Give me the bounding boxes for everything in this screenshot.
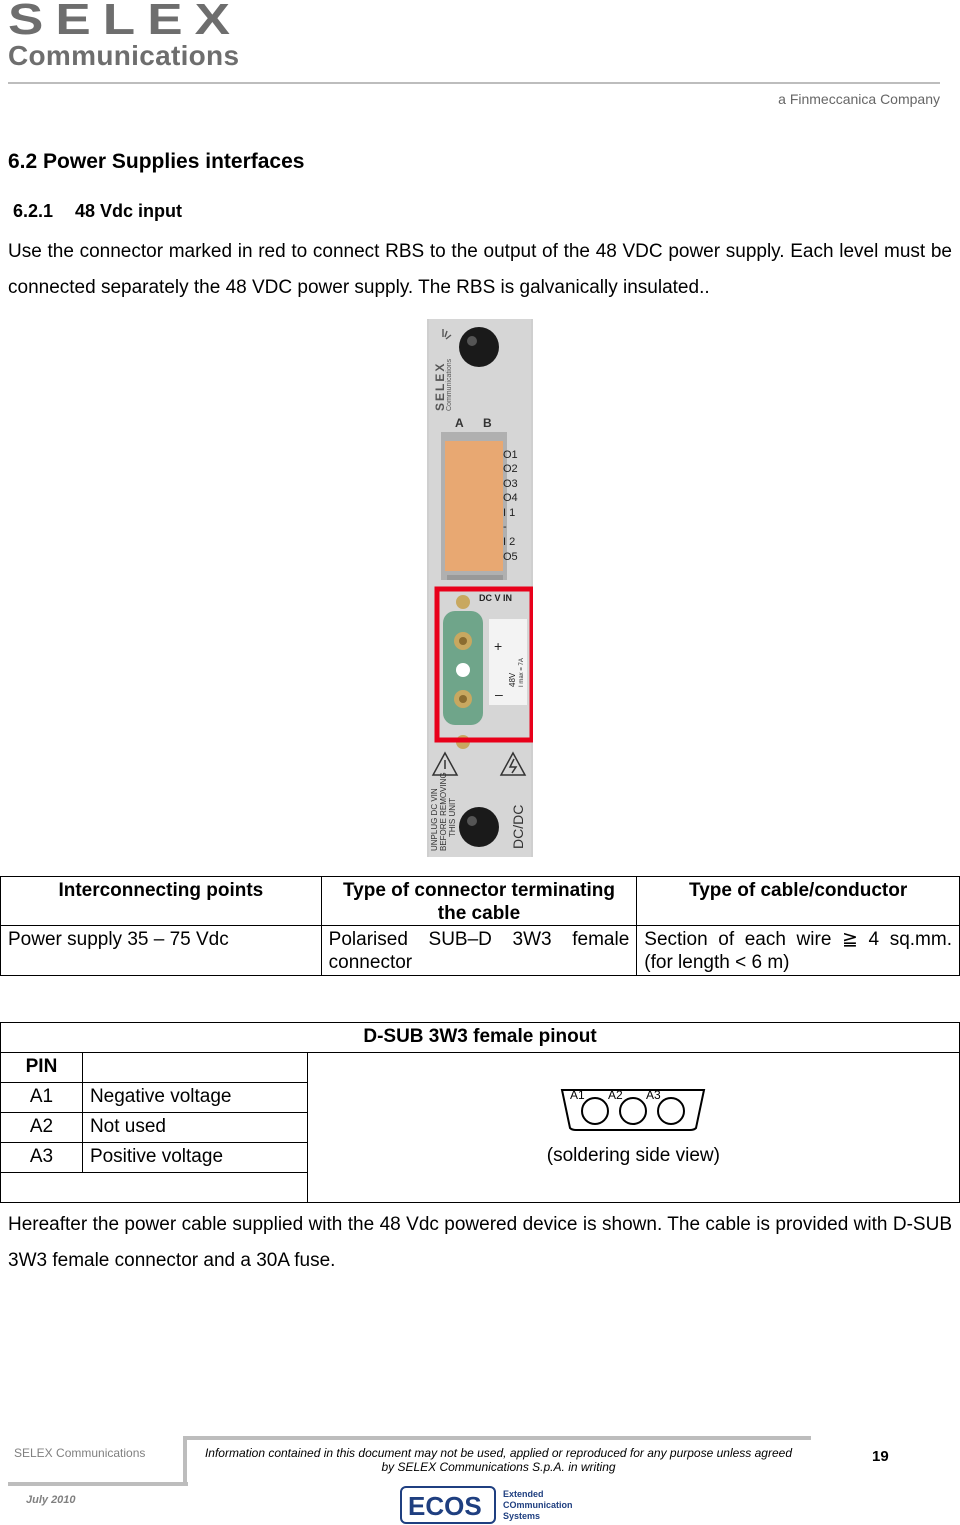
ecos-line-3: Systems xyxy=(503,1511,541,1521)
selex-logo xyxy=(8,0,248,40)
table-header-row xyxy=(1,877,960,926)
svg-text:SELEX: SELEX xyxy=(8,0,242,40)
ecos-line-1: Extended xyxy=(503,1489,544,1499)
bottom-screw-icon xyxy=(459,807,499,847)
cell-cable-type: Section of each wire ≧ 4 sq.mm. (for length < 6 m) xyxy=(637,926,960,976)
pinout-table xyxy=(0,1022,960,1203)
screw-icon xyxy=(456,595,470,609)
cell-connector-type: Polarised SUB–D 3W3 female connector xyxy=(321,926,637,976)
intro-paragraph: Use the connector marked in red to connect RBS to the output of the 48 VDC power supply. Each level must be connected separately the 48 VDC power supply. The RBS is galvanically insulated.. xyxy=(8,241,952,298)
top-screw-icon xyxy=(459,327,499,367)
desc-header-empty xyxy=(82,1053,307,1083)
dc-panel-image xyxy=(427,319,533,857)
header-interconnecting-points: Interconnecting points xyxy=(1,877,322,926)
ecos-line-2: COmmunication xyxy=(503,1500,573,1510)
dsub-pinout-icon xyxy=(558,1086,708,1134)
footer-company: SELEX Communications xyxy=(14,1446,146,1460)
panel-brand: SELEX xyxy=(433,361,447,411)
pin-id: A1 xyxy=(1,1083,83,1113)
selex-logo-subtitle: Communications xyxy=(8,40,240,71)
port-b-label: B xyxy=(483,416,492,430)
pin-desc: Positive voltage xyxy=(82,1143,307,1173)
empty-row xyxy=(1,1173,308,1203)
ecos-logo xyxy=(400,1486,590,1525)
port-a-label: A xyxy=(455,416,464,430)
voltage-rating: 48V xyxy=(508,672,517,687)
plus-label: + xyxy=(494,638,503,654)
pinout-diagram-cell xyxy=(307,1053,959,1203)
pin-label: O4 xyxy=(503,492,518,504)
pin-desc: Negative voltage xyxy=(82,1083,307,1113)
dcdc-label: DC/DC xyxy=(510,804,526,849)
diagram-label-a3: A3 xyxy=(646,1087,662,1102)
warning-line-1: UNPLUG DC VIN xyxy=(430,788,439,851)
pin-label: I 2 xyxy=(503,536,516,548)
interconnect-table xyxy=(0,876,960,976)
pin-label: - xyxy=(503,521,507,533)
footer-rule xyxy=(8,1482,188,1488)
company-tagline: a Finmeccanica Company xyxy=(778,91,940,107)
header-cable-type: Type of cable/conductor xyxy=(637,877,960,926)
pin-id: A2 xyxy=(1,1113,83,1143)
section-title: 6.2 Power Supplies interfaces xyxy=(8,150,305,173)
footer-notice xyxy=(186,1446,811,1474)
warning-line-3: THIS UNIT xyxy=(448,797,457,837)
panel-brand-sub: Communications xyxy=(446,358,453,411)
pin-label: O5 xyxy=(503,551,518,563)
pin-label: O3 xyxy=(503,478,518,490)
subsection-number: 6.2.1 xyxy=(13,201,54,221)
cell-interconnecting-point: Power supply 35 – 75 Vdc xyxy=(1,926,322,976)
warning-line-2: BEFORE REMOVING xyxy=(439,772,448,851)
pin-label: O1 xyxy=(503,449,518,461)
pin-desc: Not used xyxy=(82,1113,307,1143)
current-rating: I max = 7A xyxy=(519,658,525,687)
footer-notice-line-1: Information contained in this document may not be used, applied or reproduced for any purpose unless agreed xyxy=(204,1446,793,1460)
ecos-logo-text: ECOS xyxy=(408,1491,482,1521)
footer-date: July 2010 xyxy=(26,1494,76,1506)
minus-label: – xyxy=(495,686,503,702)
outro-paragraph: Hereafter the power cable supplied with the 48 Vdc powered device is shown. The cable is provided with D-SUB 3W3 female connector and a 30A fuse. xyxy=(8,1214,952,1271)
table-row xyxy=(1,926,960,976)
pin-id: A3 xyxy=(1,1143,83,1173)
subsection-title: 48 Vdc input xyxy=(75,201,183,221)
pin-header: PIN xyxy=(1,1053,83,1083)
dc-in-label: DC V IN xyxy=(479,593,513,603)
pin-label: I 1 xyxy=(503,507,516,519)
diagram-caption: (soldering side view) xyxy=(546,1144,720,1166)
header-rule xyxy=(8,82,940,84)
pin-label: O2 xyxy=(503,463,518,475)
pinout-title: D-SUB 3W3 female pinout xyxy=(1,1023,960,1053)
header-connector-type: Type of connector terminating the cable xyxy=(321,877,637,926)
diagram-label-a2: A2 xyxy=(608,1087,624,1102)
terminal-block xyxy=(445,441,503,571)
footer-notice-line-2: by SELEX Communications S.p.A. in writing xyxy=(381,1460,616,1474)
diagram-label-a1: A1 xyxy=(570,1087,586,1102)
page-number: 19 xyxy=(872,1448,889,1465)
dc-panel-drawing xyxy=(427,319,533,857)
